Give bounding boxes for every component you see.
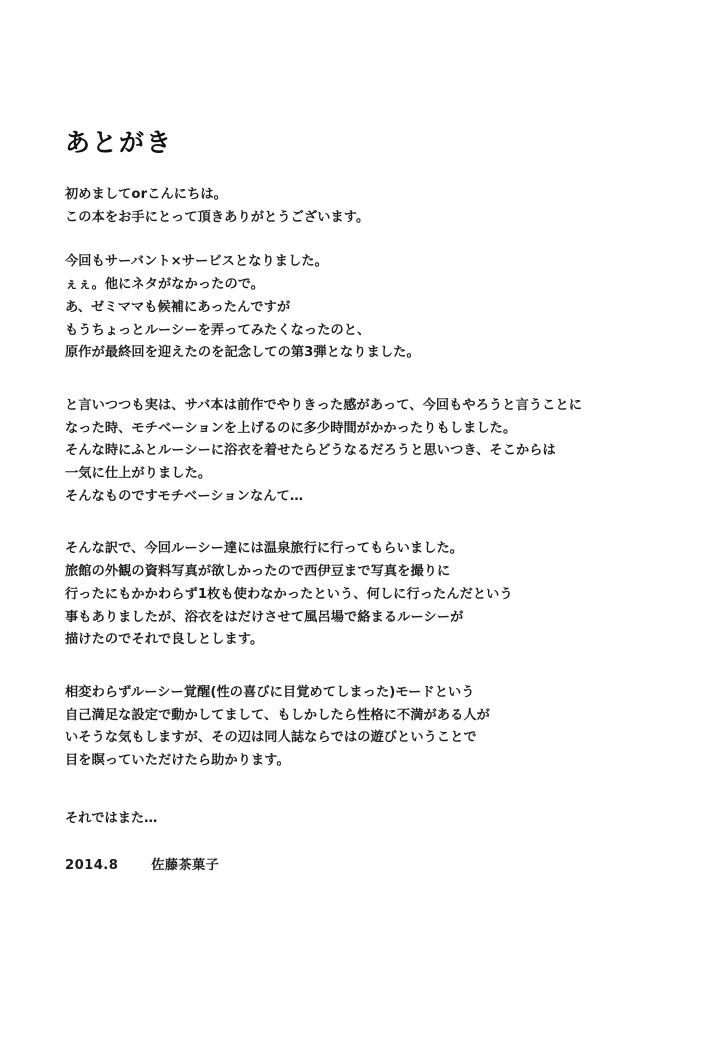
spacer: [65, 387, 665, 395]
text-line: 原作が最終回を迎えたのを記念しての第3弾となりました。: [65, 345, 420, 361]
signature-author: 佐藤茶菓子: [151, 857, 220, 873]
text-line: そんな時にふとルーシーに浴衣を着せたらどうなるだろうと思いつき、そこからは: [65, 443, 556, 459]
signature: [65, 854, 665, 873]
text-line: 今回もサーバント×サービスとなりました。: [65, 254, 328, 270]
paragraph-onsen: [65, 538, 665, 652]
text-line: と言いつつも実は、サバ本は前作でやりきった感があって、今回もやろうと言うことに: [65, 397, 583, 413]
text-line: この本をお手にとって頂きありがとうございます。: [65, 209, 370, 225]
text-line: 初めましてorこんにちは。: [65, 187, 227, 202]
afterword-content: [65, 128, 665, 873]
spacer: [65, 674, 665, 682]
text-line: 描けたのでそれで良しとします。: [65, 632, 264, 648]
page-title: あとがき: [65, 128, 174, 157]
paragraph-greeting: [65, 184, 665, 229]
text-line: なった時、モチベーションを上げるのに多少時間がかかったりもしました。: [65, 420, 517, 436]
paragraph-character: [65, 682, 665, 773]
signature-date: 2014.8: [65, 857, 119, 873]
text-line: いそうな気もしますが、その辺は同人誌ならではの遊びということで: [65, 730, 477, 746]
text-line: そんなものですモチベーションなんて…: [65, 488, 304, 504]
paragraph-theme: [65, 251, 665, 365]
closing-text: それではまた…: [65, 810, 158, 826]
text-line: 旅館の外観の資料写真が欲しかったので西伊豆まで写真を撮りに: [65, 564, 451, 580]
text-line: 目を瞑っていただけたら助かります。: [65, 753, 290, 769]
text-line: 行ったにもかかわらず1枚も使わなかったという、何しに行ったんだという: [65, 586, 513, 602]
text-line: あ、ゼミママも候補にあったんですが: [65, 299, 291, 315]
text-line: ぇぇ。他にネタがなかったので。: [65, 277, 265, 293]
text-line: そんな訳で、今回ルーシー達には温泉旅行に行ってもらいました。: [65, 541, 464, 557]
text-line: 一気に仕上がりました。: [65, 466, 212, 482]
paragraph-motivation: [65, 395, 665, 509]
text-line: 自己満足な設定で動かしてまして、もしかしたら性格に不満がある人が: [65, 707, 490, 723]
text-line: 事もありましたが、浴衣をはだけさせて風呂場で絡まるルーシーが: [65, 609, 464, 625]
spacer: [65, 530, 665, 538]
text-line: 相変わらずルーシー覚醒(性の喜びに目覚めてしまった)モードという: [65, 684, 475, 700]
text-line: もうちょっとルーシーを弄ってみたくなったのと、: [65, 322, 371, 338]
